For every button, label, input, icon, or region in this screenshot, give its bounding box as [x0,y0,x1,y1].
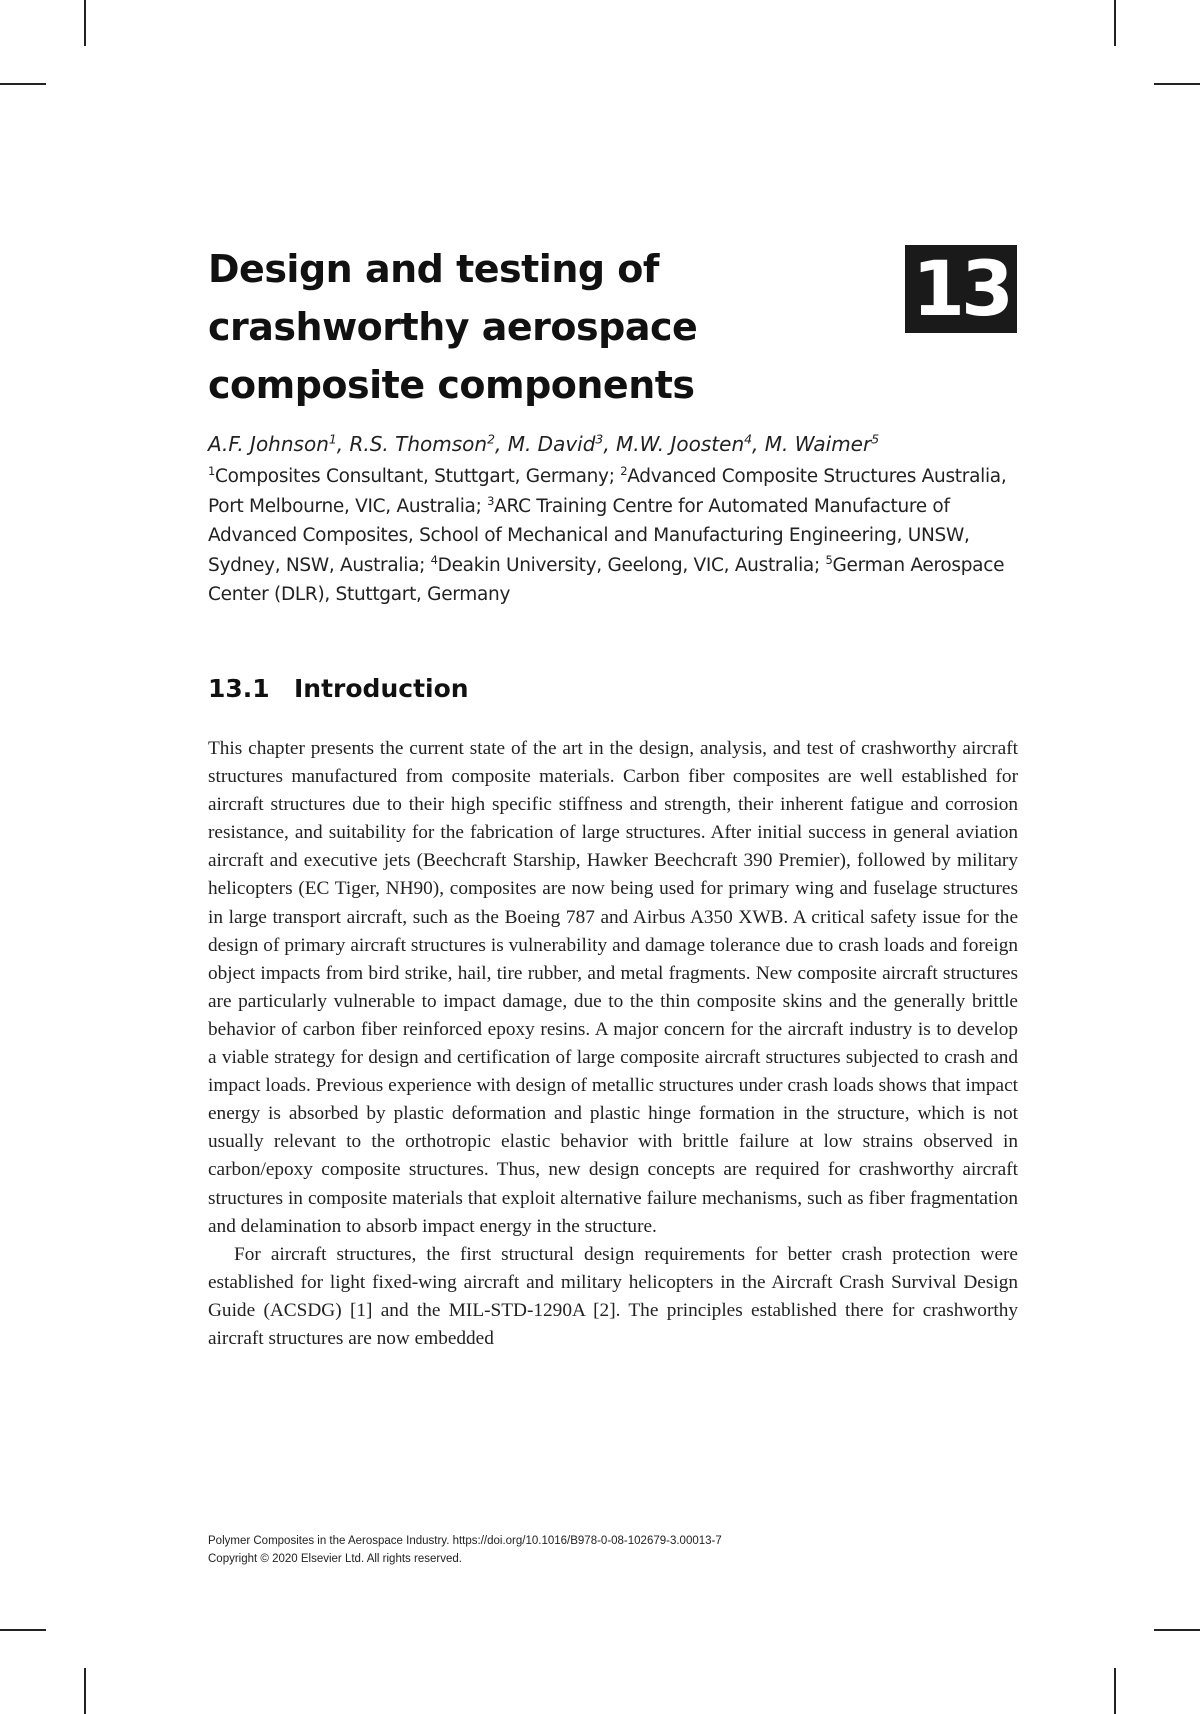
crop-mark-bottom-right-h [1154,1629,1200,1631]
affiliation-sup: 3 [487,493,495,508]
author-name: R.S. Thomson [349,432,488,456]
author-name: M.W. Joosten [616,432,745,456]
crop-mark-bottom-right-v [1114,1668,1116,1714]
author-affil-sup: 1 [328,431,337,447]
affiliations [208,462,1018,610]
paragraph: For aircraft structures, the first structural design requirements for better crash protection were established for light fixed-wing aircraft and military helicopters in the Aircraft Crash Survival Design Guide (ACSDG) [1] and the MIL-STD-1290A [2]. The principles established there for crashworthy aircraft structures are now embedded [208,1243,1018,1349]
crop-mark-top-right-h [1154,83,1200,85]
page-footer [208,1532,1028,1568]
author-name: M. David [507,432,596,456]
crop-mark-top-left-h [0,83,46,85]
chapter-title-line: crashworthy aerospace [208,305,698,349]
crop-mark-bottom-left-h [0,1629,46,1631]
affiliation-sup: 2 [620,463,628,478]
affiliation-text: Deakin University, Geelong, VIC, Australia; [437,554,826,576]
affiliation-text: Advanced Composite Structures Australia, Port Melbourne, VIC, Australia; [208,466,1007,517]
chapter-title [208,240,768,414]
crop-mark-bottom-left-v [84,1668,86,1714]
body-text [208,735,1018,1353]
footer-citation: Polymer Composites in the Aerospace Industry. https://doi.org/10.1016/B978-0-08-102679-3.00013-7 [208,1535,722,1547]
author-separator: , [336,432,350,456]
chapter-title-line: composite components [208,363,695,407]
section-number: 13.1 [208,674,270,703]
affiliation-text: German Aerospace Center (DLR), Stuttgart, Germany [208,554,1005,605]
section-title: Introduction [294,674,469,703]
affiliation-sup: 4 [430,552,438,567]
author-separator: , [494,432,508,456]
affiliation-text: ARC Training Centre for Automated Manufacture of Advanced Composites, School of Mechanical and Manufacturing Engineering, UNSW, Sydney, NSW, Australia; [208,495,970,576]
author-separator: , [603,432,617,456]
affiliation-text: Composites Consultant, Stuttgart, Germany; [215,466,621,487]
footer-copyright: Copyright © 2020 Elsevier Ltd. All rights reserved. [208,1553,462,1565]
author-affil-sup: 4 [744,431,753,447]
chapter-title-line: Design and testing of [208,247,659,291]
chapter-number-badge: 13 [905,245,1017,333]
author-affil-sup: 5 [871,431,880,447]
author-separator: , [752,432,765,456]
author-affil-sup: 3 [595,431,604,447]
affiliation-sup: 1 [208,463,215,478]
paragraph: This chapter presents the current state of the art in the design, analysis, and test of crashworthy aircraft structures manufactured from composite materials. Carbon fiber composites are well established for aircraft structures due to their high specific stiffness and strength, their inherent fatigue and corrosion resistance, and suitability for the fabrication of large structures. After initial success in general aviation aircraft and executive jets (Beechcraft Starship, Hawker Beechcraft 390 Premier), followed by military helicopters (EC Tiger, NH90), composites are now being used for primary wing and fuselage structures in large transport aircraft, such as the Boeing 787 and Airbus A350 XWB. A critical safety issue for the design of primary aircraft structures is vulnerability and damage tolerance due to crash loads and foreign object impacts from bird strike, hail, tire rubber, and metal fragments. New composite aircraft structures are particularly vulnerable to impact damage, due to the thin composite skins and the generally brittle behavior of carbon fiber reinforced epoxy resins. A major concern for the aircraft industry is to develop a viable strategy for design and certification of large composite aircraft structures subjected to crash and impact loads. Previous experience with design of metallic structures under crash loads shows that impact energy is absorbed by plastic deformation and plastic hinge formation in the structure, which is not usually relevant to the orthotropic elastic behavior with brittle failure at low strains observed in carbon/epoxy composite structures. Thus, new design concepts are required for crashworthy aircraft structures in composite materials that exploit alternative failure mechanisms, such as fiber fragmentation and delamination to absorb impact energy in the structure. [208,738,1018,1237]
affiliation-sup: 5 [825,552,833,567]
author-name: A.F. Johnson [208,432,329,456]
author-list [208,430,1028,458]
author-name: M. Waimer [764,432,872,456]
section-heading [208,672,469,706]
author-affil-sup: 2 [487,431,495,447]
crop-mark-top-right-v [1114,0,1116,46]
crop-mark-top-left-v [84,0,86,46]
